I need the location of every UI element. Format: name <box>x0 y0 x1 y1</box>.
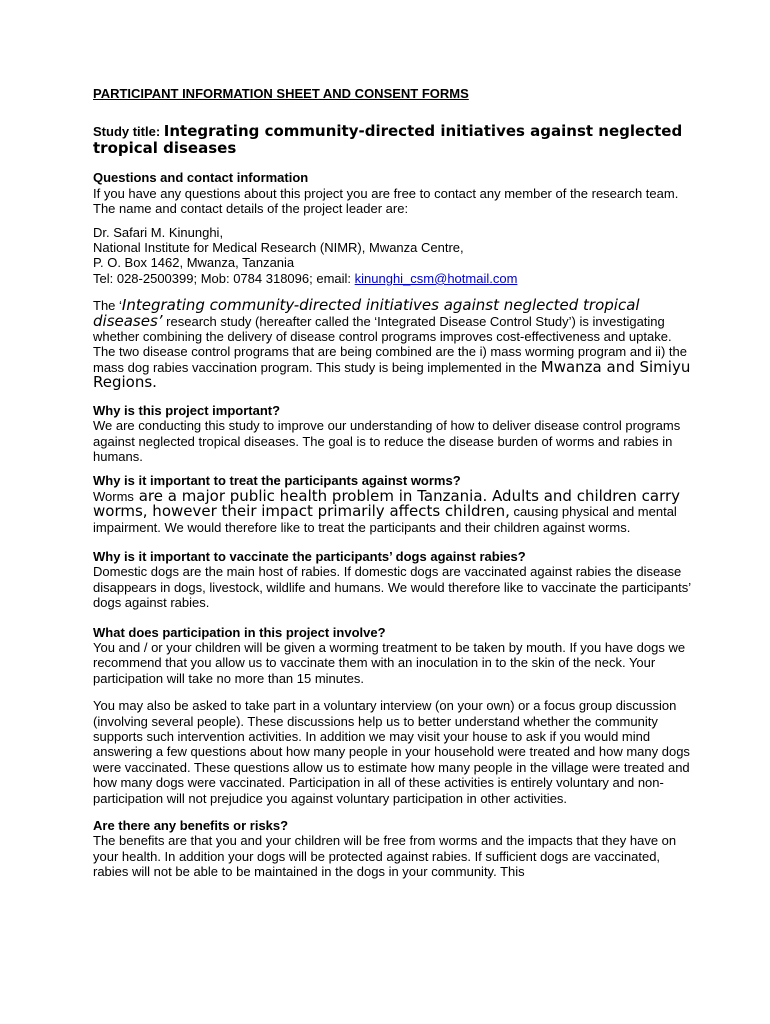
worms-text <box>93 486 693 535</box>
worms-part-c: causing physical and mental impairment. We would therefore like to treat the participants and their children against worms. <box>93 504 677 535</box>
study-label: Study title: <box>93 124 164 140</box>
study-title <box>93 123 693 157</box>
contact-heading: Questions and contact information <box>93 170 309 186</box>
contact-name: Dr. Safari M. Kinunghi, <box>93 224 224 240</box>
intro-paragraph <box>93 298 693 390</box>
importance-text: We are conducting this study to improve our understanding of how to deliver disease control programs against neglected tropical diseases. The goal is to reduce the disease burden of worms and rabies in humans. <box>93 418 681 464</box>
contact-intro: If you have any questions about this project you are free to contact any member of the research team. The name and contact details of the project leader are: <box>93 185 679 217</box>
contact-phone-text: Tel: 028-2500399; Mob: 0784 318096; email: <box>93 270 355 286</box>
document-body <box>93 86 693 880</box>
intro-part-1: The ‘ <box>93 298 122 314</box>
participation-text-2: You may also be asked to take part in a voluntary interview (on your own) or a focus group discussion (involving several people). These discussions help us to better understand whether the community supports such intervention activities. In addition we may visit your house to ask if you would mind answering a few questions about how many people in your household were treated and how many dogs were vaccinated. These questions allow us to estimate how many people in the village were treated and how many dogs were vaccinated. Participation in all of these activities is entirely voluntary and non-participation will not prejudice you against voluntary participation in other activities. <box>93 698 690 806</box>
benefits-heading: Are there any benefits or risks? <box>93 818 289 834</box>
rabies-text: Domestic dogs are the main host of rabies. If domestic dogs are vaccinated against rabies the disease disappears in dogs, livestock, wildlife and humans. We would therefore like to vaccinate the participants’ dogs against rabies. <box>93 564 691 611</box>
contact-institute: National Institute for Medical Research (NIMR), Mwanza Centre, <box>93 240 464 256</box>
intro-study-name: Integrating community-directed initiatives against neglected tropical diseases’ <box>93 296 640 330</box>
contact-phone <box>93 271 693 286</box>
participation-heading: What does participation in this project involve? <box>93 624 386 640</box>
rabies-heading: Why is it important to vaccinate the participants’ dogs against rabies? <box>93 548 526 564</box>
intro-regions: Mwanza and Simiyu Regions. <box>93 357 691 392</box>
worms-part-b: are a major public health problem in Tanzania. Adults and children carry worms, however their impact primarily affects children, <box>93 486 681 521</box>
worms-heading: Why is it important to treat the participants against worms? <box>93 473 461 489</box>
email-link[interactable]: kinunghi_csm@hotmail.com <box>354 270 518 286</box>
participation-text-1: You and / or your children will be given a worming treatment to be taken by mouth. If you have dogs we recommend that you allow us to vaccinate them with an inoculation in to the skin of the neck. Your participation will take no more than 15 minutes. <box>93 639 686 686</box>
worms-part-a: Worms <box>93 488 134 504</box>
contact-address: P. O. Box 1462, Mwanza, Tanzania <box>93 255 295 271</box>
study-title-text: Integrating community-directed initiatives against neglected tropical diseases <box>93 122 683 158</box>
benefits-text: The benefits are that you and your children will be free from worms and the impacts that they have on your health. In addition your dogs will be protected against rabies. If sufficient dogs are vaccinated, rabies will not be able to be maintained in the dogs in your community. This <box>93 833 677 880</box>
importance-heading: Why is this project important? <box>93 402 281 418</box>
page-title: PARTICIPANT INFORMATION SHEET AND CONSENT FORMS <box>93 86 469 101</box>
intro-part-2: research study (hereafter called the ‘Integrated Disease Control Study’) is investigating whether combining the delivery of disease control programs improves cost-effectiveness and uptake. The two disease control programs that are being combined are the i) mass worming program and ii) the mass dog rabies vaccination program. This study is being implemented in the <box>93 313 687 375</box>
